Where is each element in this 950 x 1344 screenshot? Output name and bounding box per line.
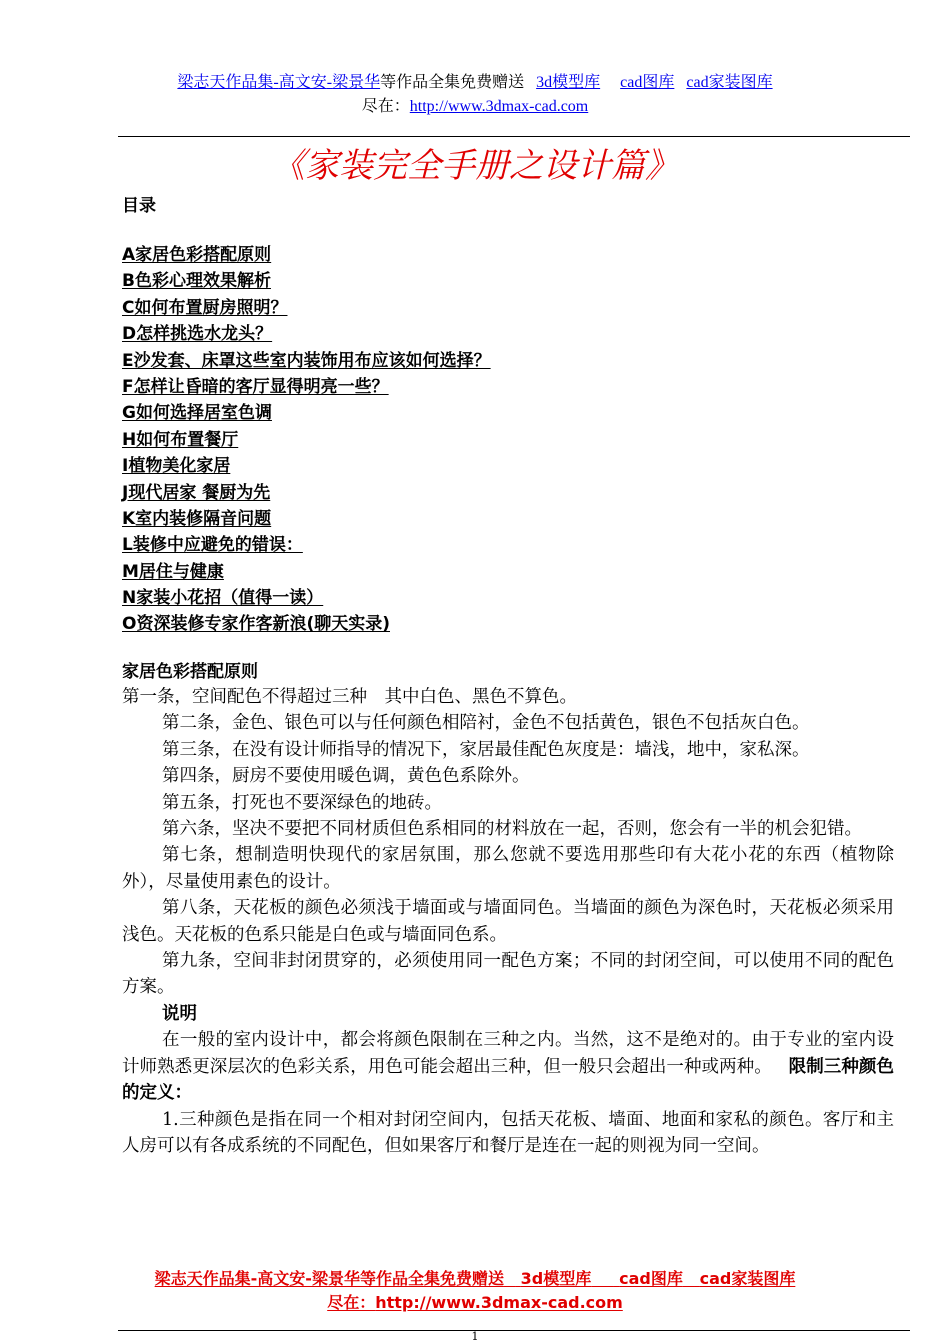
section-heading: 家居色彩搭配原则 — [122, 662, 258, 682]
definition-paragraph-1: 1.三种颜色是指在同一个相对封闭空间内，包括天花板、墙面、地面和家私的颜色。客厅和主人房可以有各成系统的不同配色，但如果客厅和餐厅是连在一起的则视为同一空间。 — [122, 1109, 894, 1156]
footer-line-1 — [0, 1268, 950, 1290]
footer-text[interactable]: 梁志天作品集-高文安-梁景华等作品全集免费赠送 — [154, 1269, 504, 1288]
note-label: 说明 — [162, 1003, 197, 1024]
document-title: 《家装完全手册之设计篇》 — [271, 146, 679, 186]
header-url-link[interactable]: http://www.3dmax-cad.com — [409, 98, 589, 115]
rule-paragraph-4: 第四条，厨房不要使用暖色调，黄色色系除外。 — [162, 766, 530, 787]
footer-url-link[interactable]: http://www.3dmax-cad.com — [375, 1293, 623, 1312]
header-link-liang-jinghua[interactable]: 梁景华 — [332, 74, 381, 91]
toc-item[interactable]: E沙发套、床罩这些室内装饰用布应该如何选择？ — [122, 350, 491, 371]
header-line-1 — [0, 72, 950, 94]
definition-label: 限制三种颜色的定义： — [122, 1056, 894, 1104]
header-link-cad-home-library[interactable]: cad家装图库 — [686, 74, 773, 91]
header-link-3d-models[interactable]: 3d模型库 — [536, 74, 601, 91]
toc-item[interactable]: C如何布置厨房照明？ — [122, 297, 288, 318]
header-sep-1[interactable]: - — [273, 74, 279, 91]
note-paragraph — [122, 1027, 894, 1106]
toc-item[interactable]: I植物美化家居 — [122, 456, 231, 477]
footer-link-3d-models[interactable]: 3d模型库 — [520, 1269, 592, 1288]
footer-line-2 — [0, 1292, 950, 1314]
rule-paragraph-5: 第五条，打死也不要深绿色的地砖。 — [162, 792, 442, 813]
rule-paragraph-1: 第一条，空间配色不得超过三种 其中白色、黑色不算色。 — [122, 687, 577, 707]
toc-item[interactable]: J现代居家 餐厨为先 — [122, 482, 271, 503]
rule-paragraph-6: 第六条，坚决不要把不同材质但色系相同的材料放在一起，否则，您会有一半的机会犯错。 — [162, 819, 862, 840]
toc-item[interactable]: N家装小花招（值得一读） — [122, 588, 324, 609]
footer-prefix: 尽在： — [327, 1293, 376, 1312]
header-link-gao-wenan[interactable]: 高文安 — [278, 74, 327, 91]
header-line-2 — [0, 96, 950, 118]
footer-link-cad-home-library[interactable]: cad家装图库 — [699, 1269, 796, 1288]
toc-item[interactable]: H如何布置餐厅 — [122, 429, 239, 450]
footer-link-cad-library[interactable]: cad图库 — [619, 1269, 683, 1288]
toc-heading: 目录 — [122, 196, 156, 216]
toc-item[interactable]: F怎样让昏暗的客厅显得明亮一些？ — [122, 376, 389, 397]
toc-item[interactable]: M居住与健康 — [122, 561, 224, 582]
rule-paragraph-9: 第九条，空间非封闭贯穿的，必须使用同一配色方案；不同的封闭空间，可以使用不同的配色方案。 — [122, 951, 894, 998]
header-prefix: 尽在： — [361, 98, 410, 115]
header-text: 等作品全集免费赠送 — [380, 74, 525, 91]
rule-paragraph-2: 第二条，金色、银色可以与任何颜色相陪衬，金色不包括黄色，银色不包括灰白色。 — [162, 713, 810, 734]
toc-item[interactable]: L装修中应避免的错误： — [122, 535, 303, 556]
section-body — [122, 684, 894, 1159]
header-divider — [118, 136, 910, 137]
page-number: 1 — [471, 1330, 479, 1343]
toc-item[interactable]: G如何选择居室色调 — [122, 403, 272, 424]
rule-paragraph-3: 第三条，在没有设计师指导的情况下，家居最佳配色灰度是：墙浅，地中，家私深。 — [162, 739, 810, 760]
rule-paragraph-7: 第七条，想制造明快现代的家居氛围，那么您就不要选用那些印有大花小花的东西（植物除外），尽量使用素色的设计。 — [122, 845, 894, 892]
toc-item[interactable]: O资深装修专家作客新浪(聊天实录) — [122, 614, 390, 635]
table-of-contents — [122, 243, 491, 639]
header-sep-2[interactable]: - — [326, 74, 333, 91]
header-link-liang-zhitian[interactable]: 梁志天作品集 — [177, 74, 274, 91]
toc-item[interactable]: B色彩心理效果解析 — [122, 271, 271, 292]
rule-paragraph-8: 第八条，天花板的颜色必须浅于墙面或与墙面同色。当墙面的颜色为深色时，天花板必须采用浅色。天花板的色系只能是白色或与墙面同色系。 — [122, 898, 894, 945]
note-text: 在一般的室内设计中，都会将颜色限制在三种之内。当然，这不是绝对的。由于专业的室内设计师熟悉更深层次的色彩关系，用色可能会超出三种，但一般只会超出一种或两种。 — [122, 1030, 894, 1077]
toc-item[interactable]: D怎样挑选水龙头？ — [122, 324, 273, 345]
toc-item[interactable]: K室内装修隔音问题 — [122, 508, 272, 529]
toc-item[interactable]: A家居色彩搭配原则 — [122, 245, 272, 265]
header-link-cad-library[interactable]: cad图库 — [620, 74, 675, 91]
